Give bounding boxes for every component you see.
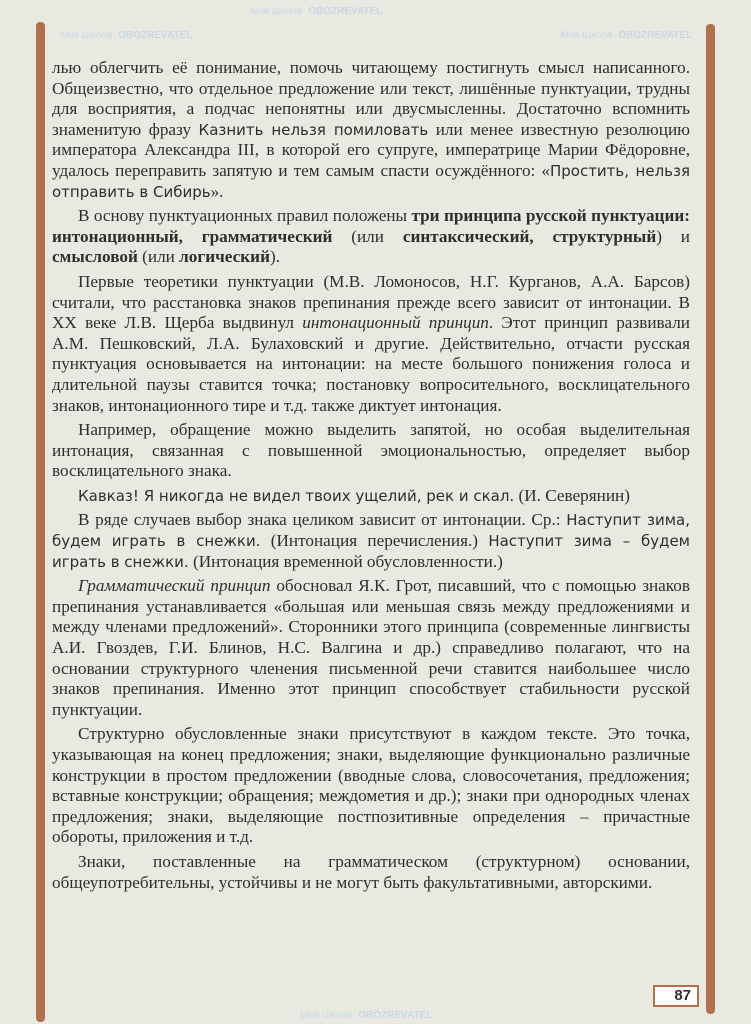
watermark-text: OBOZREVATEL xyxy=(618,30,693,41)
example-text: Казнить нельзя помиловать xyxy=(198,120,429,139)
watermark-logo xyxy=(60,30,192,42)
text-segment: (И. Северянин) xyxy=(514,485,630,505)
watermark-logo xyxy=(300,1010,432,1022)
text-segment: ). xyxy=(269,247,281,267)
italic-term: Грамматический принцип xyxy=(78,576,271,596)
watermark-logo xyxy=(250,6,382,18)
example-text: Наступит зима, будем играть в снежки. xyxy=(52,511,691,551)
text-segment: (Интонация перечисления.) xyxy=(260,531,489,551)
page-number: 87 xyxy=(653,985,699,1007)
text-segment: . Этот принцип развивали А.М. Пешковский, Л.А. Булаховский и другие. Действительно, отчасти русская пунктуация основывается на интонации: на месте большого понижения голоса и длительной паузы ставится точка; постановку вопросительного, восклицательного знаков, интонационного тире и т.д. также диктует интонация. xyxy=(52,313,690,415)
example-text: Кавказ! Я никогда не видел твоих ущелий, рек и скал. xyxy=(78,486,515,505)
watermark-text: OBOZREVATEL xyxy=(308,6,383,17)
watermark-text: Моя Школа xyxy=(560,30,613,41)
text-segment: Например, обращение можно выделить запятой, но особая выделительная интонация, связанная с повышенной эмоциональностью, определяет выбор восклицательного знака. xyxy=(52,420,690,481)
paragraph xyxy=(52,420,690,482)
bold-term: три принципа русской пунктуации: интонационный, грамматический xyxy=(52,206,690,246)
page-edge-bar-right xyxy=(706,24,715,1014)
paragraph xyxy=(52,58,690,202)
watermark-text: OBOZREVATEL xyxy=(118,30,193,41)
watermark-text: Моя Школа xyxy=(250,6,303,17)
text-segment: В ряде случаев выбор знака целиком зависит от интонации. Ср.: xyxy=(78,510,567,530)
page-edge-bar-left xyxy=(36,22,45,1022)
text-segment: Структурно обусловленные знаки присутствуют в каждом тексте. Это точка, указывающая на конец предложения; знаки, выделяющие функционально различные конструкции в простом предложении (вводные слова, словосочетания, предложения; вставные конструкции; обращения; междометия и др.); знаки при однородных членах предложения; знаки, выделяющие постпозитивные определения – причастные обороты, приложения и т.д. xyxy=(52,724,690,847)
paragraph xyxy=(52,486,690,507)
text-segment: ) и xyxy=(656,226,691,246)
text-segment: (или xyxy=(137,247,180,267)
text-segment: Знаки, поставленные на грамматическом (структурном) основании, общеупотребительны, устойчивы и не могут быть факультативными, авторскими. xyxy=(52,851,690,892)
text-segment: (или xyxy=(332,226,403,246)
paragraph xyxy=(52,206,690,268)
watermark-text: Моя Школа xyxy=(300,1010,353,1021)
paragraph xyxy=(52,576,690,720)
paragraph xyxy=(52,510,690,572)
watermark-text: OBOZREVATEL xyxy=(358,1010,433,1021)
text-segment: или менее известную резолюцию императора Александра III, в которой его супруге, императрице Марии Фёдоровне, удалось переправить запятую и тем самым спасти осуждённого: « xyxy=(52,119,690,180)
page-body-text xyxy=(52,58,690,897)
bold-term: синтаксический, структурный xyxy=(402,226,657,246)
paragraph xyxy=(52,724,690,848)
example-text: Простить, нельзя отправить в Сибирь xyxy=(52,161,691,201)
text-segment: ». xyxy=(210,181,224,201)
paragraph xyxy=(52,272,690,416)
watermark-text: Моя Школа xyxy=(60,30,113,41)
italic-term: интонационный принцип xyxy=(302,313,489,333)
text-segment: Первые теоретики пунктуации (М.В. Ломоносов, Н.Г. Курганов, А.А. Барсов) считали, что расстановка знаков препинания прежде всего зависит от интонации. В XX веке Л.В. Щерба выдвинул xyxy=(52,271,690,333)
text-segment: В основу пунктуационных правил положены xyxy=(78,206,412,226)
text-segment: лью облегчить её понимание, помочь читающему постигнуть смысл написанного. Общеизвестно, что отдельное предложение или текст, лишённые пунктуации, трудны для восприятия, а подчас непонятны или двусмысленны. Достаточно вспомнить знаменитую фразу xyxy=(52,58,690,139)
text-segment: (Интонация временной обусловленности.) xyxy=(188,551,503,571)
example-text: Наступит зима – будем играть в снежки. xyxy=(52,532,690,571)
bold-term: смысловой xyxy=(52,247,138,267)
paragraph xyxy=(52,852,690,893)
text-segment: обосновал Я.К. Грот, писавший, что с помощью знаков препинания устанавливается «большая или меньшая связь между предложениями и между членами предложений». Сторонники этого принципа (современные лингвисты А.И. Гвоздев, Г.И. Блинов, Н.С. Валгина и др.) справедливо полагают, что на основании структурного членения письменной речи ставится наибольшее число знаков препинания. Именно этот принцип способствует стабильности русской пунктуации. xyxy=(52,576,690,719)
bold-term: логический xyxy=(179,247,270,267)
watermark-logo xyxy=(560,30,692,42)
